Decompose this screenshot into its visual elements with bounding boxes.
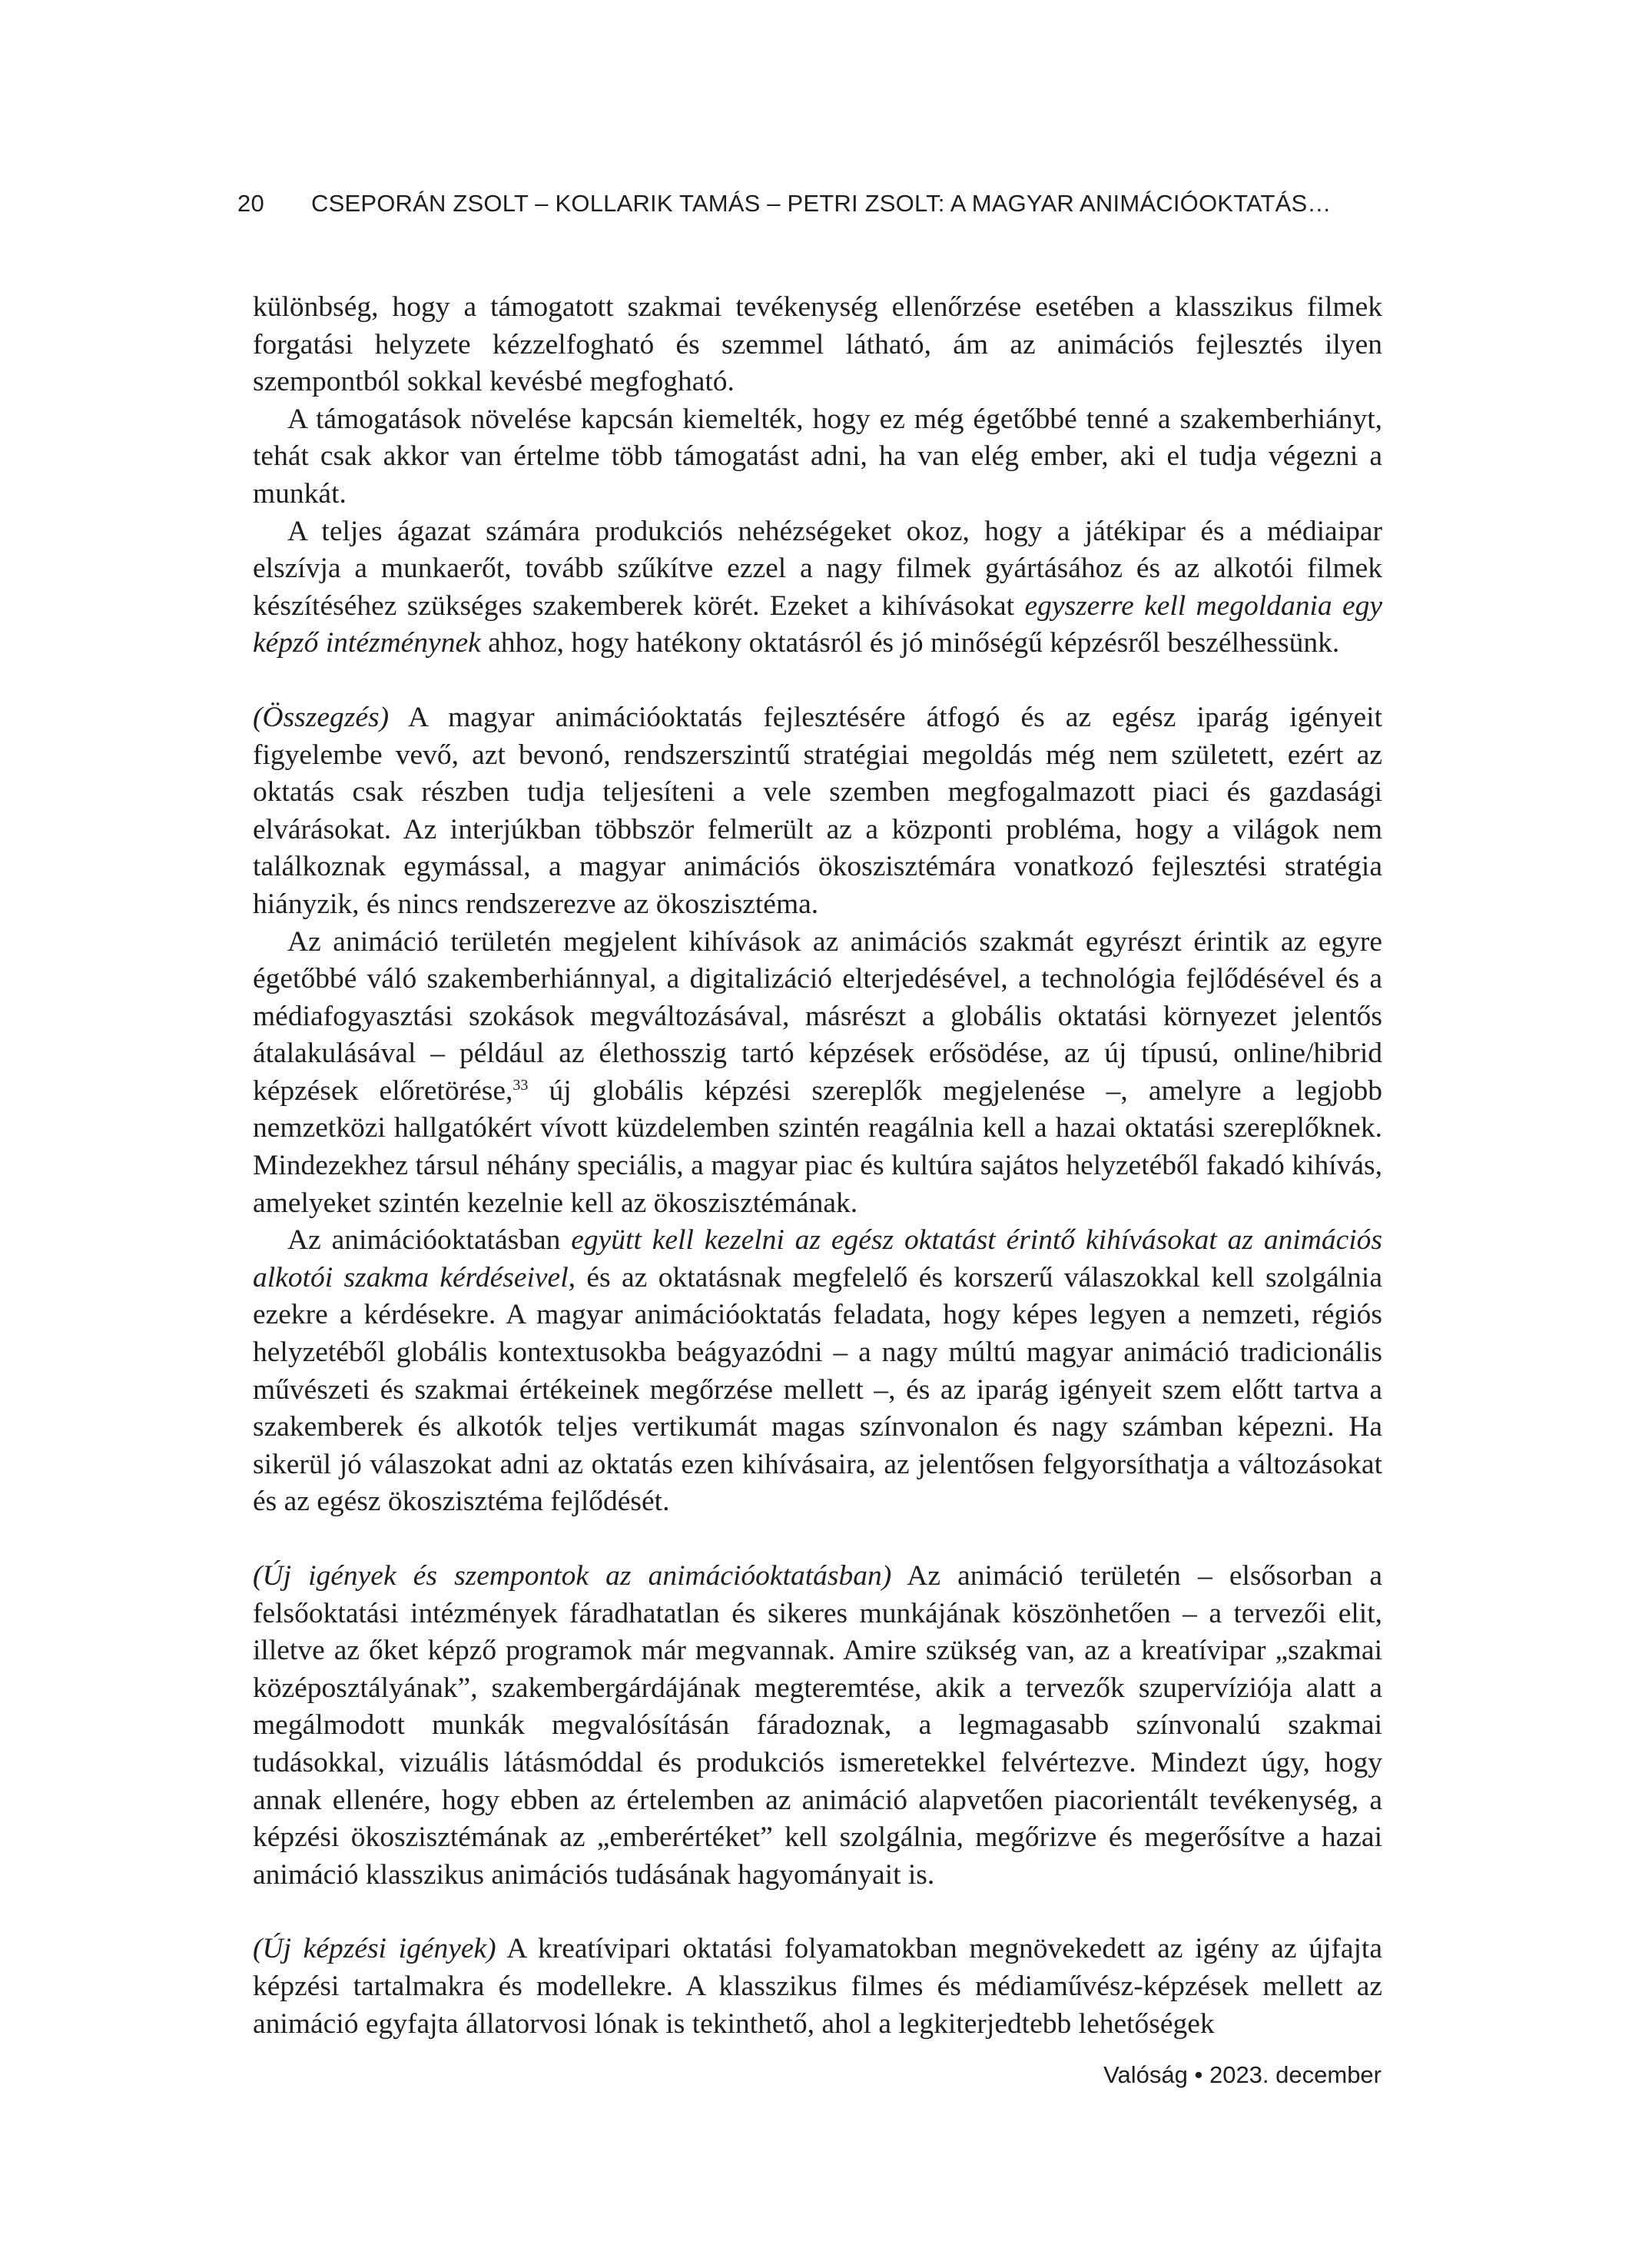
paragraph-text: Az animáció területén – elsősorban a felsőoktatási intézmények fáradhatatlan és sikeres munkájának köszönhetően – a tervezői elit, illetve az őket képző programok már megvannak. Amire szükség van, az a kreatívipar „szakmai középosztályának”, szakembergárdájának megteremtése, akik a tervezők szupervíziója alatt a megálmodott munkák megvalósításán fáradoznak, a legmagasabb színvonalú szakmai tudásokkal, vizuális látásmóddal és produkciós ismeretekkel felvértezve. Mindezt úgy, hogy annak ellenére, hogy ebben az értelemben az animáció alapvetően piacorientált tevékenység, a képzési ökoszisztémának az „emberértéket” kell szolgálnia, megőrizve és megerősítve a hazai animáció klasszikus animációs tudásának hagyományait is.: [253, 1560, 1382, 1891]
paragraph-text: A támogatások növelése kapcsán kiemelték, hogy ez még égetőbbé tenné a szakemberhiányt, tehát csak akkor van értelme több támogatást adni, ha van elég ember, aki el tudja végezni a munkát.: [253, 403, 1382, 510]
paragraph-text: Az animáció területén megjelent kihívások az animációs szakmát egyrészt érintik az egyre égetőbbé váló szakemberhiánnyal, a digitalizáció elterjedésével, a technológia fejlődésével és a médiafogyasztási szokások megváltozásával, másrészt a globális oktatási környezet jelentős átalakulásával – például az élethosszig tartó képzések erősödése, az új típusú, online/hibrid képzések előretörése,: [253, 925, 1382, 1107]
paragraph-text: A magyar animációoktatás fejlesztésére átfogó és az egész iparág igényeit figyelembe vevő, azt bevonó, rendszerszintű stratégiai megoldás még nem született, ezért az oktatás csak részben tudja teljesíteni a vele szemben megfogalmazott piaci és gazdasági elvárásokat. Az interjúkban többször felmerült az a központi probléma, hogy a világok nem találkoznak egymással, a magyar animációs ökoszisztémára vonatkozó fejlesztési stratégia hiányzik, és nincs rendszerezve az ökoszisztéma.: [253, 701, 1382, 920]
paragraph-text: A teljes ágazat számára produkciós nehézségeket okoz, hogy a játékipar és a médiaipar elszívja a munkaerőt, tovább szűkítve ezzel a nagy filmek gyártásához és az alkotói filmek készítéséhez szükséges szakemberek körét. Ezeket a kihívásokat: [253, 515, 1382, 622]
section-lead: (Új képzési igények): [253, 1933, 496, 1965]
footnote-marker[interactable]: 33: [512, 1076, 529, 1094]
paragraph-text: új globális képzési szereplők megjelenése –, amelyre a legjobb nemzetközi hallgatókért vívott küzdelemben szintén reagálnia kell a hazai oktatási szereplőknek. Mindezekhez társul néhány speciális, a magyar piac és kultúra sajátos helyzetéből fakadó kihívás, amelyeket szintén kezelnie kell az ökoszisztémának.: [253, 1074, 1383, 1219]
running-footer: Valóság • 2023. december: [1103, 2061, 1382, 2088]
paragraph-text: különbség, hogy a támogatott szakmai tevékenység ellenőrzése esetében a klasszikus filmek forgatási helyzete kézzelfogható és szemmel látható, ám az animációs fejlesztés ilyen szempontból sokkal kevésbé megfogható.: [253, 291, 1382, 398]
paragraph-text: Az animációoktatásban: [287, 1224, 572, 1257]
paragraph-summary: [253, 699, 1382, 924]
article-body: [253, 289, 1382, 2043]
running-header: [237, 189, 1385, 218]
paragraph-text: A kreatívipari oktatási folyamatokban megnövekedett az igény az újfajta képzési tartalmakra és modellekre. A klasszikus filmes és médiaművész-képzések mellett az animáció egyfajta állatorvosi lónak is tekinthető, ahol a legkiterjedtebb lehetőségek: [253, 1933, 1382, 2040]
paragraph-text: ahhoz, hogy hatékony oktatásról és jó minőségű képzésről beszélhessünk.: [480, 627, 1340, 659]
paragraph-text: és az oktatásnak megfelelő és korszerű válaszokkal kell szolgálnia ezekre a kérdésekre. A magyar animációoktatás feladata, hogy képes legyen a nemzeti, régiós helyzetéből globális kontextusokba beágyazódni – a nagy múltú magyar animáció tradicionális művészeti és szakmai értékeinek megőrzése mellett –, és az iparág igényeit szem előtt tartva a szakemberek és alkotók teljes vertikumát magas színvonalon és nagy számban képezni. Ha sikerül jó válaszokat adni az oktatás ezen kihívásaira, az jelentősen felgyorsíthatja a változásokat és az egész ökoszisztéma fejlődését.: [253, 1261, 1382, 1518]
paragraph-3: [253, 513, 1382, 662]
paragraph-5: [253, 924, 1382, 1223]
emphasis-text: egyszerre kell megoldania egy képző intézménynek: [253, 589, 1382, 659]
running-title: CSEPORÁN ZSOLT – KOLLARIK TAMÁS – PETRI ZSOLT: A MAGYAR ANIMÁCIÓOKTATÁS…: [311, 190, 1332, 217]
page-number: 20: [237, 190, 264, 217]
section-lead: (Összegzés): [253, 701, 390, 733]
paragraph-training-needs: [253, 1931, 1382, 2043]
emphasis-text: együtt kell kezelni az egész oktatást érintő kihívásokat az animációs alkotói szakma kérdéseivel,: [253, 1224, 1382, 1293]
section-lead: (Új igények és szempontok az animációoktatásban): [253, 1560, 892, 1592]
paragraph-6: [253, 1222, 1382, 1521]
paragraph-2: [253, 401, 1382, 513]
paragraph-new-needs: [253, 1558, 1382, 1894]
paragraph-1: [253, 289, 1382, 401]
